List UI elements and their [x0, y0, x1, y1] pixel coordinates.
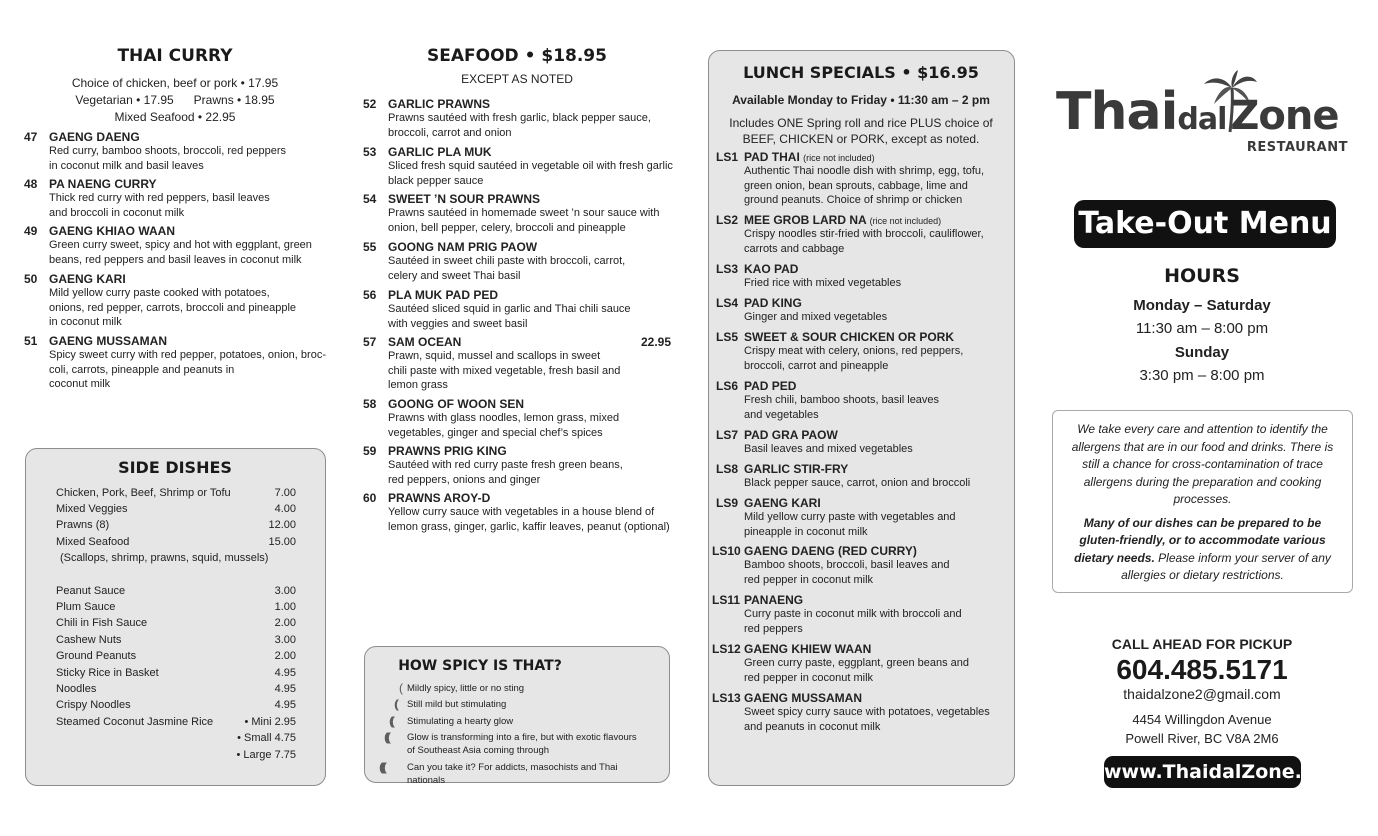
item-number: LS11: [712, 593, 741, 607]
logo-text-dal: dal: [1177, 102, 1227, 137]
item-name: GAENG DAENG: [49, 130, 140, 144]
lunch-specials-title: LUNCH SPECIALS • $16.95: [743, 63, 979, 82]
hours-days-1: Monday – Saturday: [1133, 297, 1271, 314]
item-description: Sautéed sliced squid in garlic and Thai chili sauce with veggies and sweet basil: [388, 303, 631, 330]
item-description: Mild yellow curry paste cooked with potatoes, onions, red pepper, carrots, broccoli and pineapple in coconut milk: [49, 287, 297, 328]
item-number: LS10: [712, 544, 741, 558]
item-number: LS6: [716, 379, 739, 393]
menu-item: [363, 97, 673, 140]
allergen-paragraph-2: Please inform your server of any allergies or dietary restrictions.: [1121, 550, 1331, 582]
item-description: Bamboo shoots, broccoli, basil leaves and red pepper in coconut milk: [744, 559, 950, 586]
menu-item: [363, 240, 673, 283]
item-number: LS4: [716, 296, 739, 310]
hours-time-1: 11:30 am – 8:00 pm: [1135, 320, 1269, 337]
item-note: (rice not included): [869, 216, 942, 226]
spicy-level-text: Mildly spicy, little or no sting: [407, 683, 525, 694]
menu-item: [712, 691, 1006, 734]
menu-item: [24, 224, 324, 267]
thai-curry-price-line-3: Mixed Seafood • 22.95: [114, 110, 236, 124]
side-dish-price: 3.00: [274, 634, 296, 646]
take-out-menu-badge: Take-Out Menu: [1074, 200, 1336, 248]
allergen-paragraph-2-bold: Many of our dishes can be prepared to be gluten-friendly, or to accommodate various dietary needs.: [1074, 515, 1326, 565]
item-description: Fried rice with mixed vegetables: [744, 277, 902, 289]
menu-item: [716, 428, 1006, 457]
item-number: 54: [363, 192, 377, 206]
menu-item: [24, 177, 324, 220]
item-number: 55: [363, 240, 377, 254]
item-name: PA NAENG CURRY: [49, 177, 157, 191]
item-description: Spicy sweet curry with red pepper, potatoes, onion, broc- coli, carrots, pineapple and peanuts in coconut milk: [49, 349, 326, 390]
item-description: Crispy meat with celery, onions, red peppers, broccoli, carrot and pineapple: [744, 345, 964, 372]
item-name: PRAWNS AROY-D: [388, 491, 491, 505]
chili-icon: (((: [389, 714, 392, 728]
thai-curry-price-line-1: Choice of chicken, beef or pork • 17.95: [71, 76, 279, 90]
side-dish-row: [56, 519, 296, 531]
item-number: LS3: [716, 262, 739, 276]
item-description: Sautéed with red curry paste fresh green beans, red peppers, onions and ginger: [388, 459, 623, 486]
side-dish-row: [56, 585, 296, 597]
item-description: Sliced fresh squid sautéed in vegetable oil with fresh garlic black pepper sauce: [388, 160, 673, 187]
side-dish-row: [56, 650, 296, 662]
item-number: 49: [24, 224, 38, 238]
item-price: 22.95: [640, 335, 671, 349]
logo-text-restaurant: RESTAURANT: [1246, 140, 1348, 155]
side-dish-label: Crispy Noodles: [56, 699, 131, 711]
item-number: LS5: [716, 330, 739, 344]
side-dish-row: [56, 601, 296, 613]
menu-item: [712, 593, 1006, 636]
side-dish-label: Peanut Sauce: [56, 585, 126, 597]
menu-item: [363, 145, 673, 188]
spicy-scale-panel: [364, 646, 670, 786]
restaurant-logo: [1052, 70, 1352, 162]
item-number: 51: [24, 334, 38, 348]
item-description: Green curry sweet, spicy and hot with eggplant, green beans, red peppers and basil leaves in coconut milk: [49, 239, 312, 266]
side-dish-label: Mixed Seafood: [56, 536, 130, 548]
item-name: SAM OCEAN: [388, 335, 462, 349]
menu-item: [363, 444, 673, 487]
item-name: PAD THAI: [744, 150, 800, 164]
side-dish-row: [56, 634, 296, 646]
item-name: GAENG MUSSAMAN: [744, 691, 863, 705]
item-number: 58: [363, 397, 377, 411]
chili-icon: ((((: [384, 730, 388, 744]
item-number: 56: [363, 288, 377, 302]
side-dish-label: Prawns (8): [56, 519, 110, 531]
menu-item: [363, 335, 673, 393]
item-number: 50: [24, 272, 38, 286]
side-dish-label: Chili in Fish Sauce: [56, 617, 148, 629]
side-dish-price: • Small 4.75: [237, 732, 296, 744]
item-number: LS9: [716, 496, 739, 510]
side-dishes-title: SIDE DISHES: [118, 458, 232, 477]
item-number: 59: [363, 444, 377, 458]
item-description: Fresh chili, bamboo shoots, basil leaves and vegetables: [744, 394, 940, 421]
hours-days-2: Sunday: [1174, 344, 1230, 361]
item-note: (rice not included): [803, 153, 875, 163]
item-description: Sweet spicy curry sauce with potatoes, vegetables and peanuts in coconut milk: [744, 706, 990, 733]
side-dish-label: Chicken, Pork, Beef, Shrimp or Tofu: [56, 487, 231, 499]
allergen-notice: [1052, 410, 1353, 593]
side-dish-price: 15.00: [268, 536, 296, 548]
item-name: GOONG NAM PRIG PAOW: [388, 240, 538, 254]
menu-item: [24, 272, 324, 330]
side-dish-label: Cashew Nuts: [56, 634, 122, 646]
website-link[interactable]: www.ThaidalZone.ca: [1104, 756, 1301, 788]
item-name: GOONG OF WOON SEN: [388, 397, 525, 411]
item-description: Crispy noodles stir-fried with broccoli, cauliflower, carrots and cabbage: [744, 228, 984, 255]
side-dishes-panel: [25, 448, 326, 786]
thai-curry-title: THAI CURRY: [117, 46, 233, 66]
side-dish-row: [56, 487, 296, 499]
item-name: GAENG DAENG (RED CURRY): [744, 544, 917, 558]
item-number: LS7: [716, 428, 739, 442]
item-description: Thick red curry with red peppers, basil leaves and broccoli in coconut milk: [49, 192, 270, 219]
menu-item: [363, 288, 673, 331]
item-number: 57: [363, 335, 377, 349]
side-dish-price: 2.00: [274, 650, 296, 662]
item-description: Prawns sautéed with fresh garlic, black pepper sauce, broccoli, carrot and onion: [388, 112, 651, 139]
item-description: Authentic Thai noodle dish with shrimp, egg, tofu, green onion, bean sprouts, cabbage, lime and ground peanuts. Choice of shrimp or chicken: [744, 165, 985, 206]
spicy-level-text: Can you take it? For addicts, masochists and Thai nationals: [407, 762, 618, 786]
item-name: PLA MUK PAD PED: [388, 288, 499, 302]
side-dish-price: 4.00: [274, 503, 296, 515]
item-description: Sautéed in sweet chili paste with broccoli, carrot, celery and sweet Thai basil: [388, 255, 626, 282]
item-number: 48: [24, 177, 38, 191]
hours-time-2: 3:30 pm – 8:00 pm: [1139, 367, 1265, 384]
phone-number[interactable]: 604.485.5171: [1116, 654, 1288, 685]
spicy-level-row: [373, 715, 663, 728]
menu-item: [363, 397, 673, 440]
logo-text-thai: Thai: [1056, 82, 1178, 142]
menu-item: [716, 496, 1006, 539]
spicy-level-row: [373, 698, 663, 711]
spicy-level-row: [373, 761, 663, 787]
item-name: PAD GRA PAOW: [744, 428, 838, 442]
item-description: Red curry, bamboo shoots, broccoli, red peppers in coconut milk and basil leaves: [49, 145, 287, 172]
item-number: LS13: [712, 691, 741, 705]
spicy-level-row: [373, 682, 663, 695]
side-dish-price: 4.95: [274, 699, 296, 711]
item-name: SWEET & SOUR CHICKEN OR PORK: [744, 330, 955, 344]
side-dish-row: [56, 667, 296, 679]
item-name: GAENG KARI: [744, 496, 821, 510]
side-dish-price: 12.00: [268, 519, 296, 531]
menu-item: [716, 296, 1006, 325]
item-name: GARLIC STIR-FRY: [744, 462, 849, 476]
hours-title: HOURS: [1164, 265, 1240, 287]
call-ahead-label: CALL AHEAD FOR PICKUP: [1111, 636, 1293, 652]
item-number: 60: [363, 491, 377, 505]
spicy-level-text: Still mild but stimulating: [407, 699, 507, 710]
side-dish-row: [56, 716, 296, 728]
side-dish-price: • Mini 2.95: [244, 716, 296, 728]
allergen-paragraph-1: We take every care and attention to identify the allergens that are in our food and drinks. There is still a chance for cross-contamination of trace allergens during the preparation and cooking processes.: [1071, 422, 1334, 506]
logo-text-zone: Zone: [1230, 93, 1339, 139]
chili-icon: ((: [394, 697, 396, 711]
menu-item: [716, 379, 1006, 422]
item-description: Prawns with glass noodles, lemon grass, mixed vegetables, ginger and special chef’s spices: [388, 412, 620, 439]
side-dish-row: [56, 552, 296, 564]
item-description: Ginger and mixed vegetables: [744, 311, 888, 323]
side-dish-price: 2.00: [274, 617, 296, 629]
side-dish-label: Mixed Veggies: [56, 503, 128, 515]
item-name: PRAWNS PRIG KING: [388, 444, 507, 458]
item-name: GAENG MUSSAMAN: [49, 334, 168, 348]
menu-item: [716, 462, 1006, 491]
item-description: Mild yellow curry paste with vegetables and pineapple in coconut milk: [744, 511, 956, 538]
chili-icon: (: [399, 681, 400, 695]
item-number: LS2: [716, 213, 739, 227]
item-name: GAENG KHIEW WAAN: [744, 642, 872, 656]
chili-icon: (((((: [379, 760, 384, 774]
item-description: Green curry paste, eggplant, green beans and red pepper in coconut milk: [744, 657, 970, 684]
address-line-1: 4454 Willingdon Avenue: [1132, 712, 1272, 727]
lunch-includes: Includes ONE Spring roll and rice PLUS choice of BEEF, CHICKEN or PORK, except as noted.: [729, 116, 993, 146]
menu-item: [716, 150, 1006, 208]
item-description: Black pepper sauce, carrot, onion and broccoli: [744, 477, 971, 489]
item-description: Basil leaves and mixed vegetables: [744, 443, 913, 455]
side-dish-price: 4.95: [274, 667, 296, 679]
spicy-scale-title: HOW SPICY IS THAT?: [398, 658, 562, 674]
address-line-2: Powell River, BC V8A 2M6: [1125, 731, 1279, 746]
menu-item: [712, 642, 1006, 685]
item-number: LS1: [716, 150, 739, 164]
side-dish-label: Sticky Rice in Basket: [56, 667, 159, 679]
item-name: PAD PED: [744, 379, 797, 393]
item-name: PANAENG: [744, 593, 804, 607]
menu-item: [24, 130, 324, 173]
item-name: PAD KING: [744, 296, 802, 310]
item-number: 52: [363, 97, 377, 111]
item-number: 53: [363, 145, 377, 159]
item-name: MEE GROB LARD NA: [744, 213, 867, 227]
spicy-level-text: Stimulating a hearty glow: [407, 716, 514, 727]
side-dish-price: 4.95: [274, 683, 296, 695]
item-name: GAENG KARI: [49, 272, 126, 286]
item-description: Prawn, squid, mussel and scallops in sweet chili paste with mixed vegetable, fresh basil and lemon grass: [388, 350, 621, 391]
side-dish-label: Ground Peanuts: [56, 650, 137, 662]
menu-item: [363, 192, 673, 235]
side-dish-label: Noodles: [56, 683, 97, 695]
item-number: LS12: [712, 642, 741, 656]
seafood-subtitle: EXCEPT AS NOTED: [461, 72, 573, 86]
spicy-level-text: Glow is transforming into a fire, but with exotic flavours of Southeast Asia coming through: [407, 732, 637, 756]
side-dish-row: [56, 536, 296, 548]
menu-item: [716, 330, 1006, 373]
side-dish-row: [56, 617, 296, 629]
side-dish-row: [56, 503, 296, 515]
thai-curry-price-line-2: Vegetarian • 17.95 Prawns • 18.95: [75, 93, 275, 107]
email-address[interactable]: thaidalzone2@gmail.com: [1123, 686, 1281, 702]
item-number: LS8: [716, 462, 739, 476]
spicy-level-row: [373, 731, 663, 757]
menu-item: [716, 213, 1006, 256]
item-name: GARLIC PRAWNS: [388, 97, 490, 111]
side-dish-price: • Large 7.75: [236, 749, 296, 761]
item-number: 47: [24, 130, 38, 144]
item-name: SWEET ’N SOUR PRAWNS: [388, 192, 541, 206]
side-dish-label: Plum Sauce: [56, 601, 116, 613]
lunch-availability: Available Monday to Friday • 11:30 am – 2 pm: [732, 93, 990, 107]
menu-item: [716, 262, 1006, 291]
side-dish-row: [56, 699, 296, 711]
seafood-title: SEAFOOD • $18.95: [427, 46, 607, 66]
menu-item: [712, 544, 1006, 587]
side-dish-label: Steamed Coconut Jasmine Rice: [56, 716, 214, 728]
item-name: GAENG KHIAO WAAN: [49, 224, 175, 238]
item-description: Curry paste in coconut milk with broccoli and red peppers: [744, 608, 962, 635]
menu-item: [24, 334, 329, 392]
side-dish-price: 3.00: [274, 585, 296, 597]
item-description: Yellow curry sauce with vegetables in a house blend of lemon grass, ginger, garlic, kaffir leaves, peanut (optional): [388, 506, 670, 533]
side-dish-row: [56, 683, 296, 695]
item-name: GARLIC PLA MUK: [388, 145, 492, 159]
item-description: Prawns sautéed in homemade sweet ’n sour sauce with onion, bell pepper, celery, broccoli and pineapple: [388, 207, 660, 234]
side-dish-price: 7.00: [274, 487, 296, 499]
menu-item: [363, 491, 673, 534]
side-dish-label: (Scallops, shrimp, prawns, squid, mussels): [60, 552, 269, 564]
side-dish-price: 1.00: [274, 601, 296, 613]
item-name: KAO PAD: [744, 262, 799, 276]
